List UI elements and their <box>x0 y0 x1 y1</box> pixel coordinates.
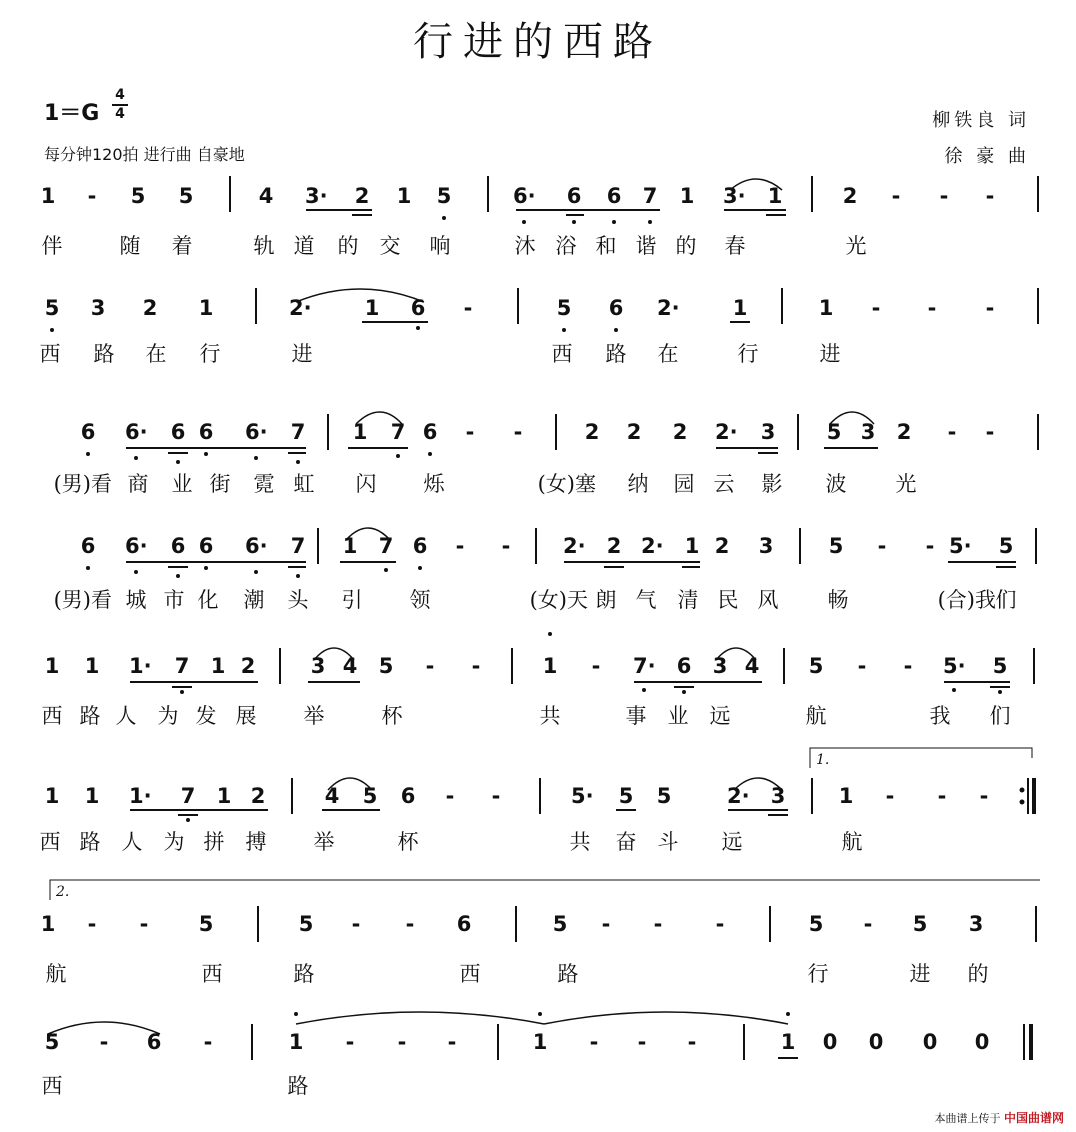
note: - <box>589 1030 599 1054</box>
note: - <box>139 912 149 936</box>
note: - <box>405 912 415 936</box>
lyric-syllable: 街 <box>209 472 231 496</box>
note: 7 <box>378 534 394 558</box>
note: 5 <box>998 534 1014 558</box>
note: 7· <box>633 654 656 678</box>
note: - <box>463 296 473 320</box>
lyric-syllable: 西 <box>201 962 223 986</box>
note: 3· <box>723 184 746 208</box>
footer-prefix: 本曲谱上传于 <box>934 1112 1001 1125</box>
lyric-syllable: 波 <box>825 472 847 496</box>
key-signature: 1＝G <box>44 101 100 126</box>
note: 6 <box>80 420 96 444</box>
lyric-syllable: 发 <box>195 704 217 728</box>
time-signature-top: 4 <box>115 87 125 103</box>
lyric-syllable: 进 <box>291 342 313 366</box>
note: - <box>513 420 523 444</box>
note: 1 <box>40 912 56 936</box>
song-title: 行进的西路 <box>413 19 663 65</box>
note: 1 <box>396 184 412 208</box>
note: 5 <box>992 654 1008 678</box>
lyric-syllable: 们 <box>989 704 1011 728</box>
note: - <box>947 420 957 444</box>
note: 5 <box>552 912 568 936</box>
lyric-syllable: 路 <box>605 342 627 366</box>
note: - <box>445 784 455 808</box>
lyric-syllable: 事 <box>625 704 647 728</box>
note: - <box>927 296 937 320</box>
lyric-syllable: (男)看 <box>53 472 112 496</box>
note: 3 <box>760 420 776 444</box>
lyric-syllable: 航 <box>805 704 827 728</box>
note: 3 <box>860 420 876 444</box>
note: 4 <box>744 654 760 678</box>
note: 5 <box>912 912 928 936</box>
note: 6 <box>566 184 582 208</box>
note: 5 <box>378 654 394 678</box>
lyric-syllable: 风 <box>757 588 779 612</box>
lyric-syllable: 业 <box>667 704 689 728</box>
note: - <box>891 184 901 208</box>
note: 4 <box>324 784 340 808</box>
note: 5· <box>571 784 594 808</box>
lyric-syllable: 人 <box>115 704 137 728</box>
note: 1 <box>364 296 380 320</box>
lyric-syllable: 沐 <box>514 234 536 258</box>
note: - <box>937 784 947 808</box>
lyric-syllable: 头 <box>287 588 309 612</box>
site-name[interactable]: 中国曲谱网 <box>1003 1111 1064 1125</box>
lyric-syllable: 的 <box>337 234 359 258</box>
lyric-syllable: 轨 <box>253 234 275 258</box>
note: 6 <box>422 420 438 444</box>
note: 3 <box>310 654 326 678</box>
note: 5 <box>828 534 844 558</box>
note: 3 <box>90 296 106 320</box>
lyricist-credit: 柳铁良 词 <box>932 110 1030 131</box>
note: - <box>985 184 995 208</box>
note: - <box>863 912 873 936</box>
note: 2 <box>250 784 266 808</box>
lyric-syllable: 西 <box>41 1074 63 1098</box>
note: 6· <box>245 420 268 444</box>
lyric-syllable: 远 <box>721 830 743 854</box>
lyric-syllable: 商 <box>127 472 149 496</box>
lyric-syllable: 畅 <box>827 588 849 612</box>
note: 5 <box>808 912 824 936</box>
note: - <box>637 1030 647 1054</box>
lyric-syllable: 进 <box>909 962 931 986</box>
note: 0 <box>922 1030 938 1054</box>
note: 6· <box>245 534 268 558</box>
lyric-syllable: 道 <box>293 234 315 258</box>
volta-brackets <box>50 748 1040 900</box>
lyric-syllable: 的 <box>675 234 697 258</box>
note: 6· <box>125 534 148 558</box>
note: 2 <box>842 184 858 208</box>
octave-dots <box>50 216 1002 1016</box>
note: 5 <box>178 184 194 208</box>
note: - <box>87 184 97 208</box>
note: 1 <box>84 654 100 678</box>
volta-2-label: 2. <box>56 884 70 900</box>
note: 5 <box>556 296 572 320</box>
note: - <box>985 420 995 444</box>
note: 5 <box>618 784 634 808</box>
note: - <box>203 1030 213 1054</box>
note: 1 <box>342 534 358 558</box>
note: - <box>501 534 511 558</box>
lyric-syllable: 浴 <box>555 234 577 258</box>
note: 0 <box>974 1030 990 1054</box>
note: 5· <box>949 534 972 558</box>
note: 5 <box>130 184 146 208</box>
lyric-syllable: 虹 <box>293 472 315 496</box>
note: 6· <box>513 184 536 208</box>
note: 2· <box>289 296 312 320</box>
note: 0 <box>822 1030 838 1054</box>
note: 6 <box>170 420 186 444</box>
lyric-syllable: 市 <box>163 588 185 612</box>
lyric-syllable: 伴 <box>41 234 63 258</box>
note: 1 <box>679 184 695 208</box>
note: 6 <box>198 420 214 444</box>
note: 6 <box>676 654 692 678</box>
lyric-syllable: 化 <box>197 588 219 612</box>
note: 5 <box>198 912 214 936</box>
note: - <box>979 784 989 808</box>
note: 5 <box>44 1030 60 1054</box>
lyric-syllable: 们 <box>995 588 1017 612</box>
note: - <box>99 1030 109 1054</box>
note: 7 <box>390 420 406 444</box>
lyric-syllable: (女)塞 <box>537 472 596 496</box>
note: - <box>903 654 913 678</box>
note: - <box>885 784 895 808</box>
note: 1 <box>40 184 56 208</box>
note: 0 <box>868 1030 884 1054</box>
note: - <box>345 1030 355 1054</box>
lyric-syllable: 进 <box>819 342 841 366</box>
lyric-syllable: 西 <box>39 830 61 854</box>
lyric-syllable: 云 <box>713 472 735 496</box>
note: 1 <box>684 534 700 558</box>
note: 1 <box>210 654 226 678</box>
lyric-syllable: 举 <box>313 830 335 854</box>
lyric-syllable: 拼 <box>203 830 225 854</box>
lyric-syllable: 为 <box>163 830 185 854</box>
note: 1 <box>44 654 60 678</box>
note: 1· <box>129 784 152 808</box>
note: - <box>87 912 97 936</box>
note: 1 <box>352 420 368 444</box>
note: 4 <box>258 184 274 208</box>
lyric-syllable: (女)天 <box>529 588 588 612</box>
note: 5 <box>298 912 314 936</box>
note: 1 <box>780 1030 796 1054</box>
note: 2 <box>896 420 912 444</box>
lyric-syllable: 霓 <box>253 472 275 496</box>
lyric-syllable: 着 <box>171 234 193 258</box>
note: 1 <box>198 296 214 320</box>
note: 6 <box>410 296 426 320</box>
note: - <box>491 784 501 808</box>
lyric-syllable: 路 <box>93 342 115 366</box>
lyric-syllable: 斗 <box>657 830 679 854</box>
lyric-syllable: 展 <box>235 704 257 728</box>
note: 1 <box>818 296 834 320</box>
note: 6 <box>412 534 428 558</box>
lyric-syllable: (男)看 <box>53 588 112 612</box>
note: 2· <box>727 784 750 808</box>
note: 3 <box>712 654 728 678</box>
note: - <box>653 912 663 936</box>
lyric-syllable: 影 <box>761 472 783 496</box>
lyric-syllable: 行 <box>807 962 829 986</box>
note: 6 <box>606 184 622 208</box>
repeat-barline <box>1020 778 1034 814</box>
note: 2 <box>584 420 600 444</box>
note: 1· <box>129 654 152 678</box>
volta-1-label: 1. <box>816 752 830 768</box>
lyric-syllable: 和 <box>595 234 617 258</box>
note: 6 <box>608 296 624 320</box>
lyric-syllable: 朗 <box>595 588 617 612</box>
lyric-syllable: 路 <box>79 830 101 854</box>
lyric-syllable: 纳 <box>627 472 649 496</box>
note: - <box>447 1030 457 1054</box>
lyric-syllable: 闪 <box>355 472 377 496</box>
lyric-syllable: 路 <box>79 704 101 728</box>
note: 2 <box>626 420 642 444</box>
note: 6 <box>170 534 186 558</box>
note: 1 <box>44 784 60 808</box>
lyric-syllable: 人 <box>121 830 143 854</box>
lyric-syllable: 西 <box>41 704 63 728</box>
lyric-syllable: 搏 <box>245 830 267 854</box>
note: 7 <box>290 534 306 558</box>
note: 5 <box>656 784 672 808</box>
lyric-syllable: 响 <box>429 234 451 258</box>
note: 2 <box>240 654 256 678</box>
note: - <box>877 534 887 558</box>
note: 2 <box>606 534 622 558</box>
lyric-syllable: 行 <box>737 342 759 366</box>
note: 2 <box>714 534 730 558</box>
note: 2· <box>715 420 738 444</box>
note: - <box>397 1030 407 1054</box>
lyric-syllable: 民 <box>717 588 739 612</box>
lyric-syllable: 共 <box>539 704 561 728</box>
site-footer <box>934 1109 1064 1126</box>
note: 2 <box>672 420 688 444</box>
note: 7 <box>642 184 658 208</box>
lyric-syllable: 在 <box>657 342 679 366</box>
note: 5 <box>436 184 452 208</box>
lyric-syllable: 航 <box>45 962 67 986</box>
lyric-syllable: 杯 <box>381 704 403 728</box>
composer-credit: 徐 豪 曲 <box>944 146 1030 167</box>
lyric-syllable: 为 <box>157 704 179 728</box>
note: 2 <box>354 184 370 208</box>
lyric-syllable: 气 <box>635 588 657 612</box>
note: 7 <box>180 784 196 808</box>
lyric-syllable: 在 <box>145 342 167 366</box>
note: 1 <box>767 184 783 208</box>
lyric-syllable: 举 <box>303 704 325 728</box>
note: - <box>985 296 995 320</box>
note: 2· <box>563 534 586 558</box>
note: 1 <box>216 784 232 808</box>
note: - <box>857 654 867 678</box>
note: - <box>351 912 361 936</box>
lyric-syllable: 路 <box>287 1074 309 1098</box>
lyric-syllable: 春 <box>724 234 746 258</box>
lyric-syllable: 西 <box>459 962 481 986</box>
note: - <box>715 912 725 936</box>
note: 6· <box>125 420 148 444</box>
lyric-syllable: 光 <box>845 234 867 258</box>
note: - <box>471 654 481 678</box>
note: 1 <box>288 1030 304 1054</box>
final-barline <box>1024 1024 1031 1060</box>
note: - <box>871 296 881 320</box>
lyric-syllable: 谐 <box>635 234 657 258</box>
lyric-syllable: 光 <box>895 472 917 496</box>
lyric-syllable: 清 <box>677 588 699 612</box>
note: 4 <box>342 654 358 678</box>
note: - <box>465 420 475 444</box>
note: 7 <box>174 654 190 678</box>
lyric-syllable: (合)我 <box>937 588 996 612</box>
note: 6 <box>80 534 96 558</box>
note: 3 <box>770 784 786 808</box>
lyric-syllable: 航 <box>841 830 863 854</box>
note: 1 <box>732 296 748 320</box>
note: 2· <box>641 534 664 558</box>
note: 5· <box>943 654 966 678</box>
note: - <box>455 534 465 558</box>
lyric-syllable: 路 <box>557 962 579 986</box>
tempo-marking: 每分钟120拍 进行曲 自豪地 <box>44 145 245 164</box>
note: 1 <box>532 1030 548 1054</box>
lyric-syllable: 烁 <box>423 472 445 496</box>
lyric-syllable: 路 <box>293 962 315 986</box>
lyric-syllable: 随 <box>119 234 141 258</box>
lyric-syllable: 交 <box>379 234 401 258</box>
note: 3· <box>305 184 328 208</box>
note: 6 <box>456 912 472 936</box>
lyric-syllable: 领 <box>409 588 431 612</box>
lyric-syllable: 的 <box>967 962 989 986</box>
note: 5 <box>826 420 842 444</box>
lyric-syllable: 西 <box>551 342 573 366</box>
lyric-syllable: 行 <box>199 342 221 366</box>
note: 3 <box>758 534 774 558</box>
lyric-syllable: 园 <box>673 472 695 496</box>
note: - <box>425 654 435 678</box>
note: 5 <box>362 784 378 808</box>
note: 5 <box>808 654 824 678</box>
note: 1 <box>84 784 100 808</box>
lyric-syllable: 奋 <box>615 830 637 854</box>
note: - <box>939 184 949 208</box>
note: 5 <box>44 296 60 320</box>
note: 1 <box>838 784 854 808</box>
note: 6 <box>198 534 214 558</box>
note: - <box>591 654 601 678</box>
lyric-syllable: 引 <box>341 588 363 612</box>
note: 6 <box>146 1030 162 1054</box>
note: 2 <box>142 296 158 320</box>
note: 6 <box>400 784 416 808</box>
note: 2· <box>657 296 680 320</box>
lyric-syllable: 业 <box>171 472 193 496</box>
note: 3 <box>968 912 984 936</box>
time-signature-bottom: 4 <box>115 106 125 122</box>
note: 1 <box>542 654 558 678</box>
lyric-syllable: 城 <box>125 588 147 612</box>
note: 7 <box>290 420 306 444</box>
lyric-syllable: 潮 <box>243 588 265 612</box>
lyric-syllable: 西 <box>39 342 61 366</box>
lyric-syllable: 杯 <box>397 830 419 854</box>
lyric-syllable: 远 <box>709 704 731 728</box>
lyric-syllable: 共 <box>569 830 591 854</box>
note: - <box>601 912 611 936</box>
note: - <box>925 534 935 558</box>
lyric-syllable: 我 <box>929 704 951 728</box>
note: - <box>687 1030 697 1054</box>
